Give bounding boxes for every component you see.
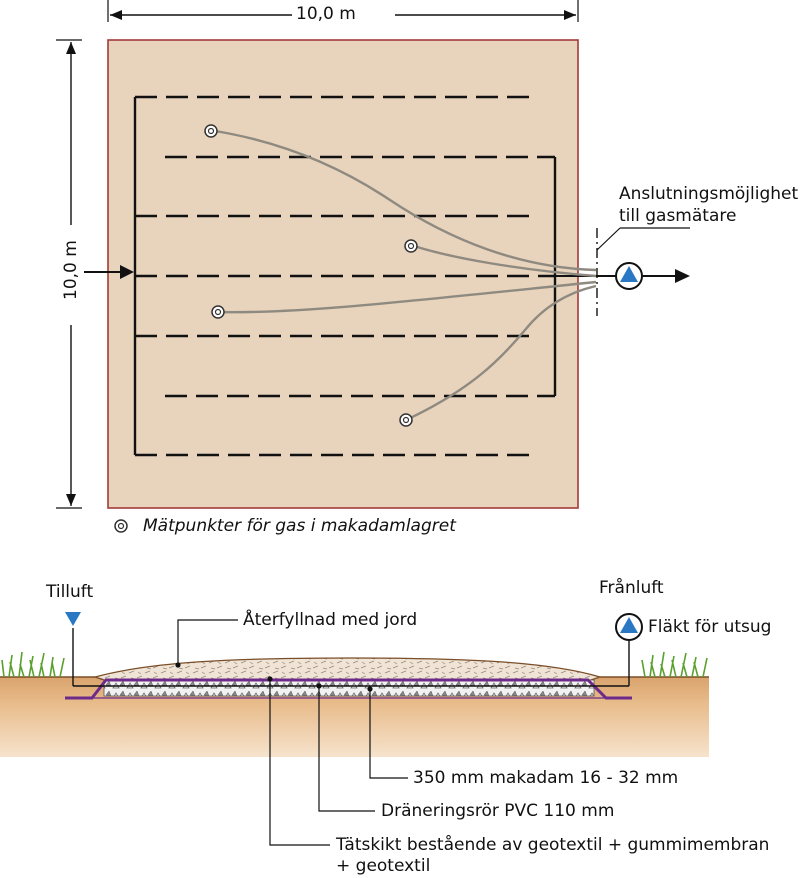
measurement-point-icon xyxy=(115,520,127,532)
macadam-label: 350 mm makadam 16 - 32 mm xyxy=(413,768,679,788)
backfill-mound xyxy=(95,658,600,682)
measurement-point-icon xyxy=(205,125,217,137)
backfill-label: Återfyllnad med jord xyxy=(243,610,418,630)
legend-text: Mätpunkter för gas i makadamlagret xyxy=(143,516,456,536)
grass-left xyxy=(2,652,64,677)
fan-label: Fläkt för utsug xyxy=(648,617,772,637)
measurement-point-icon xyxy=(212,306,224,318)
measurement-point-icon xyxy=(405,240,417,252)
macadam-layer xyxy=(104,680,594,696)
width-label: 10,0 m xyxy=(296,4,356,24)
seal-label-line1: Tätskikt bestående av geotextil + gummimembran xyxy=(336,835,770,855)
fan-icon xyxy=(616,614,642,640)
measurement-point-icon xyxy=(400,414,412,426)
connection-label-line1: Anslutningsmöjlighet xyxy=(619,184,799,204)
fan-icon xyxy=(612,263,642,289)
slab-area xyxy=(108,40,578,508)
inlet-arrow-icon xyxy=(65,612,81,626)
flow-arrow-icon xyxy=(642,269,690,283)
inlet-label: Tilluft xyxy=(46,582,94,602)
seal-label-line2: + geotextil xyxy=(336,856,431,876)
height-label: 10,0 m xyxy=(61,240,81,300)
grass-right xyxy=(642,652,707,677)
outlet-label: Frånluft xyxy=(599,578,664,598)
connection-label-line2: till gasmätare xyxy=(619,206,737,226)
drain-pipe-label: Dräneringsrör PVC 110 mm xyxy=(381,801,615,821)
